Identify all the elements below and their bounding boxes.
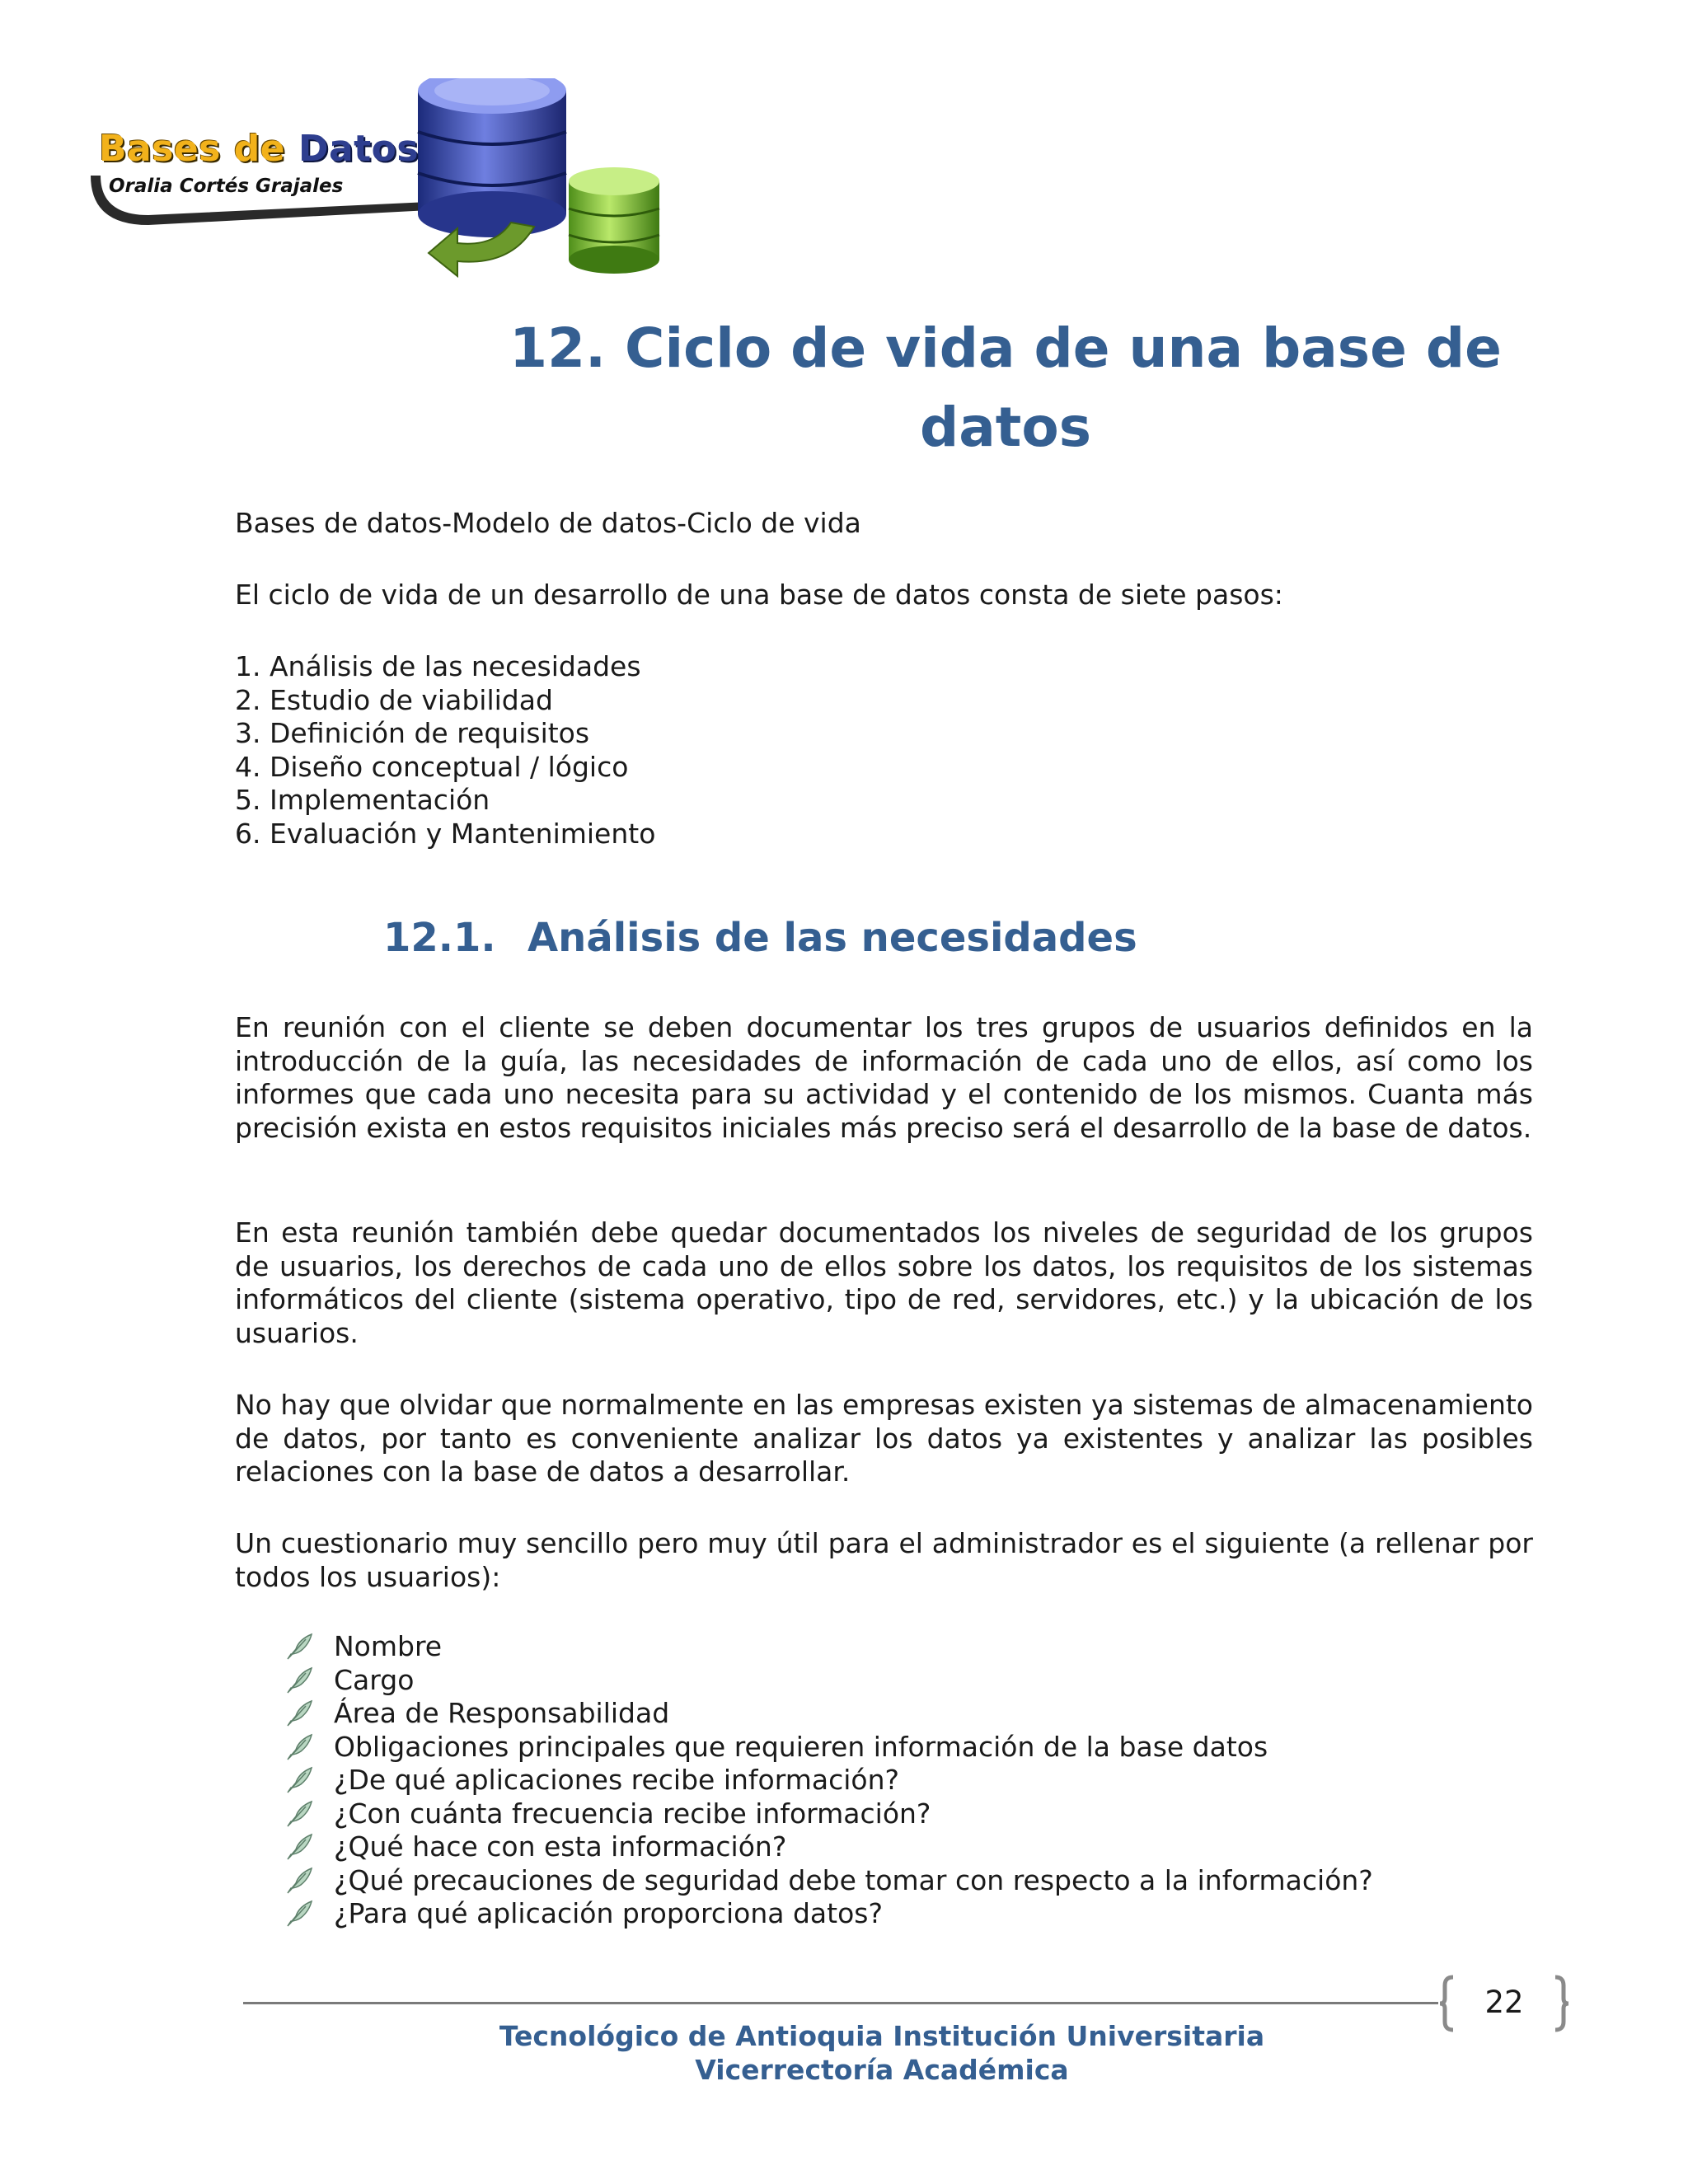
section-heading: [383, 915, 1137, 961]
logo-title-part2: Datos: [298, 128, 420, 170]
quill-bullet-icon: [284, 1666, 314, 1694]
breadcrumb: Bases de datos-Modelo de datos-Ciclo de vida: [235, 507, 861, 539]
quill-bullet-icon: [284, 1733, 314, 1761]
list-item: 1. Análisis de las necesidades: [235, 650, 641, 682]
list-item-label: ¿Para qué aplicación proporciona datos?: [334, 1897, 883, 1929]
section-number: 12.1.: [383, 915, 496, 961]
steps-list: [235, 650, 1533, 851]
quill-bullet-icon: [284, 1633, 314, 1661]
logo: [82, 78, 676, 284]
quill-bullet-icon: [284, 1766, 314, 1794]
list-item-label: Cargo: [334, 1663, 415, 1696]
section-title: Análisis de las necesidades: [528, 915, 1137, 961]
quill-bullet-icon: [284, 1699, 314, 1727]
list-item-label: ¿Con cuánta frecuencia recibe información?: [334, 1797, 931, 1830]
list-item: 3. Definición de requisitos: [235, 717, 590, 749]
logo-text: [99, 128, 420, 197]
logo-author: Oralia Cortés Grajales: [109, 176, 344, 197]
page-footer: [387, 2019, 1376, 2087]
logo-title-part1: Bases de: [99, 128, 286, 170]
list-item: [284, 1630, 1373, 1664]
page-number: 22: [1484, 1985, 1524, 2020]
list-item: [284, 1697, 1373, 1731]
paragraph: En esta reunión también debe quedar documentados los niveles de seguridad de los grupos de usuarios, los derechos de cada uno de ellos sobre los datos, los requisitos de los sistemas informáticos del cliente (sistema operativo, tipo de red, servidores, etc.) y la ubicación de los usuarios.: [235, 1216, 1533, 1349]
list-item: [284, 1731, 1373, 1765]
questionnaire-list: [284, 1630, 1373, 1931]
paragraph: Un cuestionario muy sencillo pero muy útil para el administrador es el siguiente (a rellenar por todos los usuarios):: [235, 1527, 1533, 1593]
quill-bullet-icon: [284, 1800, 314, 1828]
list-item-label: ¿Qué hace con esta información?: [334, 1830, 787, 1863]
footer-institution: Tecnológico de Antioquia Institución Universitaria: [499, 2020, 1265, 2052]
list-item-label: ¿De qué aplicaciones recibe información?: [334, 1764, 900, 1796]
list-item: [284, 1897, 1373, 1931]
paragraph: No hay que olvidar que normalmente en las empresas existen ya sistemas de almacenamiento de datos, por tanto es conveniente analizar los datos ya existentes y analizar las posibles relaciones con la base de datos a desarrollar.: [235, 1389, 1533, 1488]
quill-bullet-icon: [284, 1900, 314, 1928]
page-title: [445, 309, 1566, 467]
list-item: 5. Implementación: [235, 784, 490, 816]
list-item: [284, 1864, 1373, 1898]
page-title-line1: 12. Ciclo de vida de una base de: [509, 316, 1502, 380]
quill-bullet-icon: [284, 1833, 314, 1861]
list-item-label: Nombre: [334, 1630, 443, 1662]
list-item: [284, 1830, 1373, 1864]
list-item-label: Área de Responsabilidad: [334, 1697, 670, 1729]
page-title-line2: datos: [920, 396, 1091, 459]
intro-text: El ciclo de vida de un desarrollo de una base de datos consta de siete pasos:: [235, 579, 1283, 611]
list-item: [284, 1764, 1373, 1797]
footer-divider: [243, 2002, 1438, 2004]
logo-title: [99, 128, 419, 170]
list-item-label: Obligaciones principales que requieren información de la base datos: [334, 1730, 1268, 1763]
paragraph: En reunión con el cliente se deben documentar los tres grupos de usuarios definidos en la introducción de la guía, las necesidades de información de cada uno de ellos, así como los informes que cada uno necesita para su actividad y el contenido de los mismos. Cuanta más precisión exista en estos requisitos iniciales más preciso será el desarrollo de la base de datos.: [235, 1011, 1533, 1144]
footer-department: Vicerrectoría Académica: [695, 2054, 1069, 2086]
list-item-label: ¿Qué precauciones de seguridad debe tomar con respecto a la información?: [334, 1863, 1373, 1896]
list-item: 4. Diseño conceptual / lógico: [235, 750, 629, 783]
list-item: [284, 1797, 1373, 1831]
list-item: 6. Evaluación y Mantenimiento: [235, 817, 656, 850]
list-item: 2. Estudio de viabilidad: [235, 683, 553, 716]
list-item: [284, 1664, 1373, 1698]
quill-bullet-icon: [284, 1867, 314, 1895]
